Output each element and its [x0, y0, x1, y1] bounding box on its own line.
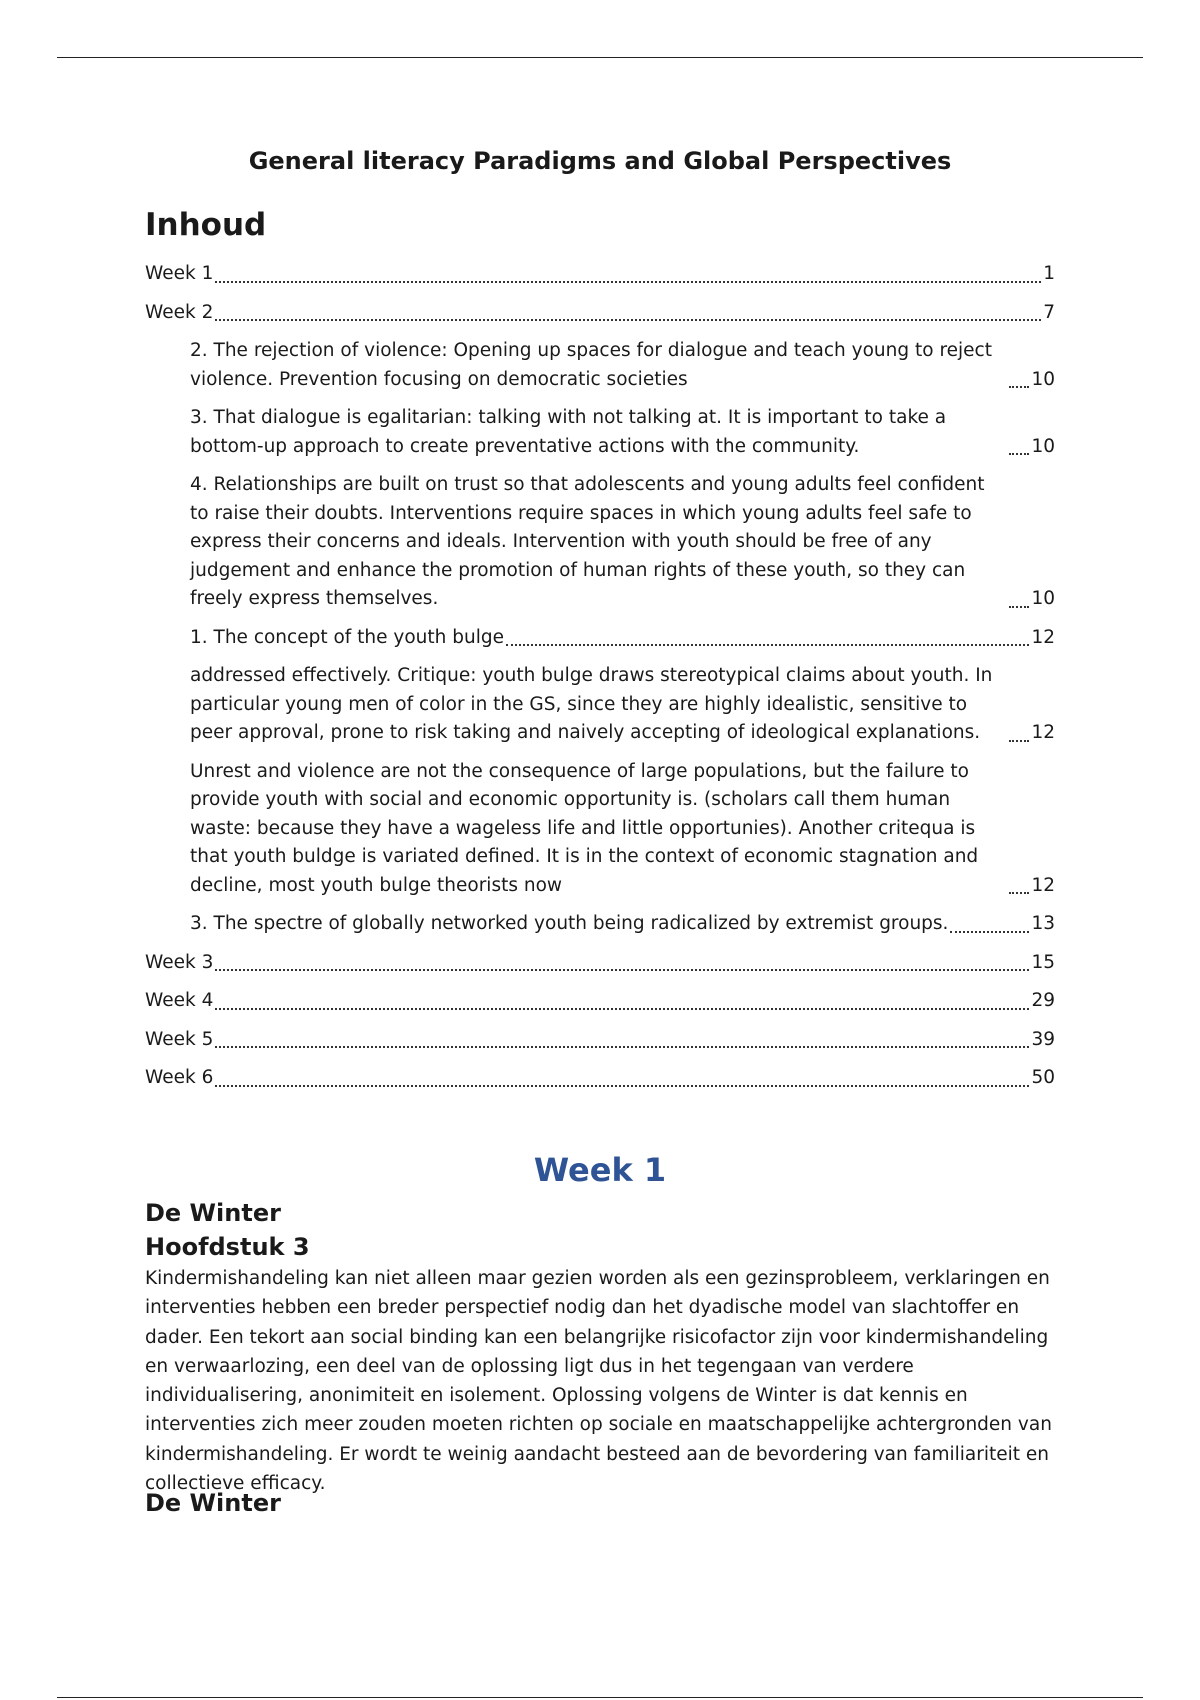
toc-entry[interactable] — [145, 337, 1055, 394]
toc-page-number: 1 — [1043, 263, 1055, 284]
toc-entry[interactable] — [145, 624, 1055, 653]
toc-dot-leader — [1009, 453, 1029, 455]
toc-dot-leader — [1009, 386, 1029, 388]
chapter-heading: Hoofdstuk 3 — [145, 1233, 310, 1261]
toc-dot-leader — [1009, 606, 1029, 608]
table-of-contents — [145, 260, 1055, 1103]
next-section-author-heading: De Winter — [145, 1489, 281, 1517]
section-author-heading: De Winter — [145, 1199, 281, 1227]
toc-entry[interactable] — [145, 1026, 1055, 1055]
toc-entry-text: addressed effectively. Critique: youth bulge draws stereotypical claims about youth. In particular young men of color in the GS, since they are highly idealistic, sensitive to peer approval, prone to risk taking and naively accepting of ideological explanations. — [190, 665, 993, 743]
toc-page-number: 12 — [1031, 722, 1055, 743]
toc-dot-leader — [215, 1008, 1029, 1010]
toc-page-number: 7 — [1043, 301, 1055, 323]
toc-dot-leader — [1009, 740, 1029, 742]
toc-dot-leader — [215, 281, 1041, 283]
toc-entry-text: Week 6 — [145, 1067, 214, 1088]
toc-entry-text: Week 4 — [145, 990, 214, 1011]
toc-entry[interactable] — [145, 260, 1055, 289]
header-rule — [57, 57, 1143, 58]
document-title: General literacy Paradigms and Global Perspectives — [248, 147, 952, 175]
toc-entry-text: 3. That dialogue is egalitarian: talking with not talking at. It is important to take a bottom-up approach to create preventative actions with the community. — [190, 407, 947, 457]
week-heading: Week 1 — [533, 1151, 667, 1189]
toc-page-number: 15 — [1031, 951, 1055, 973]
toc-entry[interactable] — [145, 1064, 1055, 1093]
toc-dot-leader — [215, 1046, 1029, 1048]
toc-entry-text: 4. Relationships are built on trust so that adolescents and young adults feel confident to raise their doubts. Interventions require spaces in which young adults feel safe to express their concerns and ideals. Intervention with youth should be free of any judgement and enhance the promotion of human rights of these youth, so they can freely express themselves. — [190, 474, 985, 609]
toc-page-number: 12 — [1031, 626, 1055, 648]
toc-entry-text: 2. The rejection of violence: Opening up spaces for dialogue and teach young to reject violence. Prevention focusing on democratic societies — [190, 340, 992, 390]
toc-entry[interactable] — [145, 299, 1055, 328]
toc-page-number: 10 — [1031, 435, 1055, 457]
toc-page-number: 13 — [1031, 913, 1055, 934]
toc-entry[interactable] — [145, 471, 1055, 614]
toc-entry-text: Week 5 — [145, 1028, 214, 1050]
toc-entry[interactable] — [145, 758, 1055, 901]
toc-entry-text: 3. The spectre of globally networked youth being radicalized by extremist groups. — [190, 913, 949, 934]
toc-heading: Inhoud — [145, 207, 267, 243]
toc-entry[interactable] — [145, 910, 1055, 939]
toc-dot-leader — [215, 1085, 1029, 1087]
toc-page-number: 50 — [1031, 1067, 1055, 1088]
toc-entry-text: Week 2 — [145, 301, 214, 323]
toc-dot-leader — [215, 969, 1029, 971]
toc-entry[interactable] — [145, 404, 1055, 461]
toc-page-number: 10 — [1031, 588, 1055, 609]
toc-entry-text: Unrest and violence are not the consequence of large populations, but the failure to provide youth with social and economic opportunity is. (scholars call them human waste: because they have a wageless life and little opportunies). Another critequa is that youth buldge is variated defined. It is in the context of economic stagnation and decline, most youth bulge theorists now — [190, 760, 979, 896]
toc-page-number: 39 — [1031, 1028, 1055, 1050]
toc-entry-text: Week 3 — [145, 951, 214, 973]
toc-dot-leader — [1009, 892, 1029, 894]
toc-entry[interactable] — [145, 987, 1055, 1016]
toc-dot-leader — [215, 319, 1041, 321]
toc-dot-leader — [506, 644, 1029, 646]
toc-entry-text: Week 1 — [145, 263, 214, 284]
toc-entry[interactable] — [145, 662, 1055, 748]
toc-dot-leader — [950, 931, 1029, 933]
footer-rule — [57, 1697, 1143, 1698]
toc-entry-text: 1. The concept of the youth bulge — [190, 626, 505, 648]
toc-page-number: 10 — [1031, 368, 1055, 390]
toc-page-number: 29 — [1031, 990, 1055, 1011]
body-paragraph: Kindermishandeling kan niet alleen maar gezien worden als een gezinsprobleem, verklaringen en interventies hebben een breder perspectief nodig dan het dyadische model van slachtoffer en dader. Een tekort aan social binding kan een belangrijke risicofactor zijn voor kindermishandeling en verwaarlozing, een deel van de oplossing ligt dus in het tegengaan van verdere individualisering, anonimiteit en isolement. Oplossing volgens de Winter is dat kennis en interventies zich meer zouden moeten richten op sociale en maatschappelijke achtergronden van kindermishandeling. Er wordt te weinig aandacht besteed aan de bevordering van familiariteit en collectieve efficacy. — [145, 1268, 1052, 1495]
toc-page-number: 12 — [1031, 874, 1055, 896]
toc-entry[interactable] — [145, 949, 1055, 978]
